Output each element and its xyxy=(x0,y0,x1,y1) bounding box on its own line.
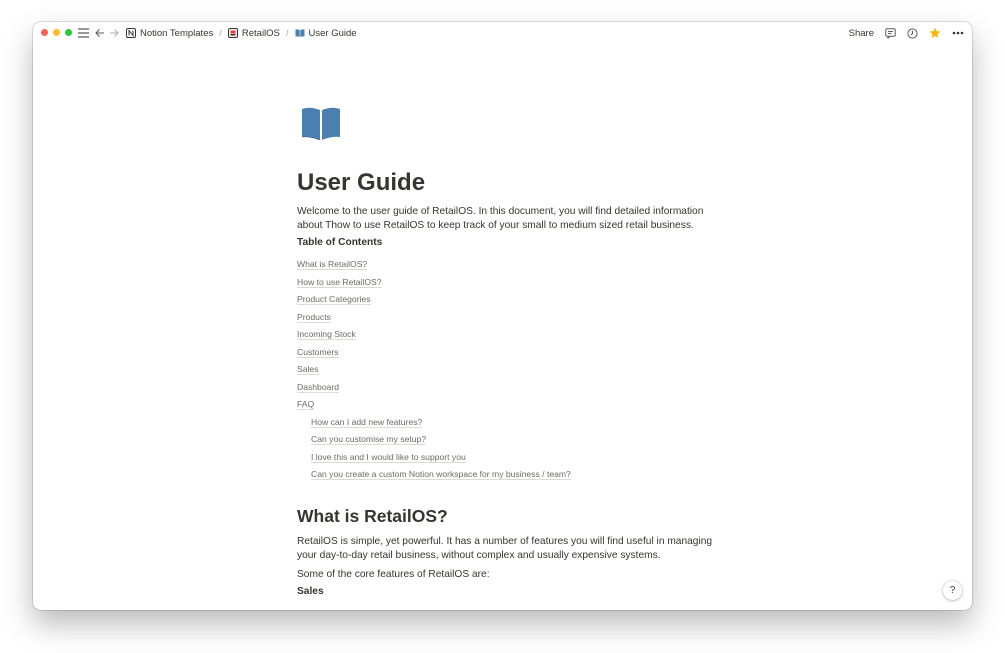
breadcrumb-item-user-guide[interactable]: User Guide xyxy=(295,28,357,39)
toc-item-sales[interactable]: Sales xyxy=(297,364,319,374)
history-clock-icon[interactable] xyxy=(907,28,918,39)
toc-item-what-is-retailos[interactable]: What is RetailOS? xyxy=(297,259,368,269)
breadcrumb-item-retailos[interactable]: RetailOS xyxy=(228,28,280,39)
close-window-button[interactable] xyxy=(41,29,48,36)
toc-item-faq[interactable]: FAQ xyxy=(297,399,315,409)
share-button[interactable]: Share xyxy=(848,27,874,39)
toc-item-incoming-stock[interactable]: Incoming Stock xyxy=(297,329,356,339)
toc-subitem-customise-setup[interactable]: Can you customise my setup? xyxy=(311,434,427,444)
maximize-window-button[interactable] xyxy=(65,29,72,36)
section-paragraph-1[interactable]: RetailOS is simple, yet powerful. It has a number of features you will find useful in managing your day-to-day retail business, without complex and usually expensive systems. xyxy=(297,536,713,561)
toc-subitem-support[interactable]: I love this and I would like to support you xyxy=(311,452,466,462)
favorite-star-icon[interactable] xyxy=(929,27,941,39)
more-options-icon[interactable] xyxy=(952,31,964,35)
toc-subitem-custom-workspace[interactable]: Can you create a custom Notion workspace for my business / team? xyxy=(311,469,571,479)
toc-heading[interactable]: Table of Contents xyxy=(297,237,383,248)
toc-item-product-categories[interactable]: Product Categories xyxy=(297,294,371,304)
breadcrumb-separator: / xyxy=(285,27,289,39)
breadcrumb-separator: / xyxy=(219,27,222,39)
toc-item-dashboard[interactable]: Dashboard xyxy=(297,382,340,392)
subheading-sales[interactable]: Sales xyxy=(297,586,324,597)
top-right-toolbar xyxy=(849,22,964,44)
toc-subitem-add-features[interactable]: How can I add new features? xyxy=(311,417,423,427)
section-paragraph-2[interactable]: Some of the core features of RetailOS are: xyxy=(297,569,490,580)
intro-paragraph[interactable]: Welcome to the user guide of RetailOS. In this document, you will find detailed information about Thow to use RetailOS to keep track of your small to medium sized retail business. xyxy=(297,206,704,231)
minimize-window-button[interactable] xyxy=(53,29,60,36)
retailos-icon xyxy=(228,28,238,38)
toc-item-how-to-use[interactable]: How to use RetailOS? xyxy=(297,277,382,287)
top-bar xyxy=(33,22,972,44)
back-arrow-icon[interactable] xyxy=(94,26,106,40)
page-book-icon[interactable] xyxy=(301,106,341,140)
breadcrumb xyxy=(126,22,357,44)
breadcrumb-item-notion-templates[interactable]: Notion Templates xyxy=(126,28,213,39)
page-title[interactable]: User Guide xyxy=(297,169,426,196)
sidebar-menu-icon[interactable] xyxy=(77,26,89,40)
section-heading-what-is-retailos[interactable]: What is RetailOS? xyxy=(297,506,448,526)
help-button[interactable]: ? xyxy=(943,581,962,600)
forward-arrow-icon[interactable] xyxy=(108,26,120,40)
app-window xyxy=(33,22,972,610)
book-icon xyxy=(295,28,305,38)
toc-item-products[interactable]: Products xyxy=(297,312,331,322)
toc-item-customers[interactable]: Customers xyxy=(297,347,339,357)
notion-icon xyxy=(126,28,136,38)
comments-icon[interactable] xyxy=(885,28,896,39)
